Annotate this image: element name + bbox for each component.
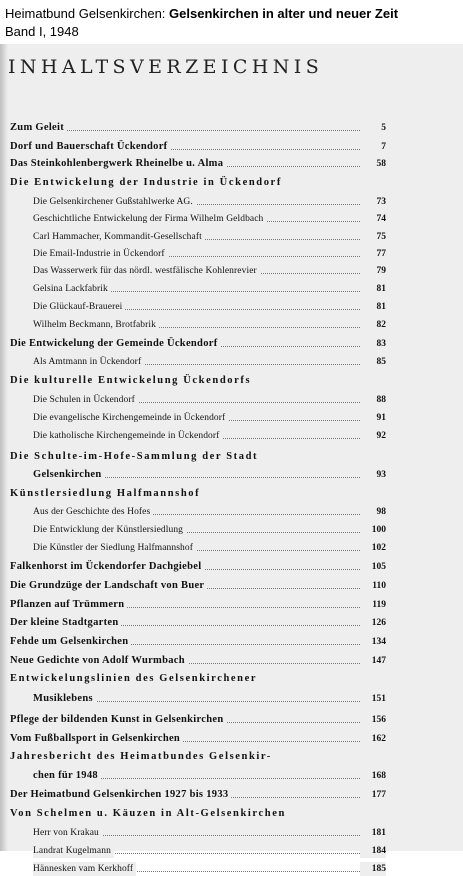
toc-entry-title: Die Schulen in Ückendorf	[33, 393, 138, 407]
toc-subentry	[33, 195, 386, 209]
caption-volume: Band I, 1948	[5, 24, 79, 39]
toc-page-number: 77	[360, 247, 386, 261]
toc-subentry	[33, 692, 386, 706]
toc-entry-title: Die katholische Kirchengemeinde in Ückendorf	[33, 429, 222, 443]
toc-entry-title: Vom Fußballsport in Gelsenkirchen	[10, 732, 183, 746]
toc-page-number: 110	[360, 579, 386, 593]
toc-page-number: 181	[360, 826, 386, 840]
toc-page-number: 83	[360, 337, 386, 351]
toc-page-number: 82	[360, 318, 386, 332]
toc-entry	[10, 750, 386, 764]
toc-entry	[10, 654, 386, 668]
toc-entry	[10, 672, 386, 686]
toc-entry-title: Die Künstler der Siedlung Halfmannshof	[33, 541, 196, 555]
toc-entry	[10, 450, 386, 464]
toc-subentry	[33, 247, 386, 261]
toc-entry	[10, 598, 386, 612]
toc-page-number: 74	[360, 212, 386, 226]
toc-page-number: 93	[360, 468, 386, 482]
toc-entry-title: Die evangelische Kirchengemeinde in Ückendorf	[33, 411, 228, 425]
toc-entry-title: Pflege der bildenden Kunst in Gelsenkirchen	[10, 713, 227, 727]
toc-entry	[10, 560, 386, 574]
toc-entry	[10, 176, 386, 190]
toc-entry-title: Jahresbericht des Heimatbundes Gelsenkir-	[10, 750, 275, 764]
toc-subentry	[33, 505, 386, 519]
toc-entry-title: Von Schelmen u. Käuzen in Alt-Gelsenkirchen	[10, 807, 289, 821]
toc-subentry	[33, 468, 386, 482]
toc-page-number: 88	[360, 393, 386, 407]
toc-entry	[10, 157, 386, 171]
toc-entry	[10, 732, 386, 746]
document-caption	[0, 0, 463, 44]
toc-page-number: 58	[360, 157, 386, 171]
toc-subentry	[33, 230, 386, 244]
toc-entry-title: Fehde um Gelsenkirchen	[10, 635, 131, 649]
toc-entry-title: Die Schulte-im-Hofe-Sammlung der Stadt	[10, 450, 261, 464]
toc-entry-title: Dorf und Bauerschaft Ückendorf	[10, 140, 170, 154]
toc-page-number: 81	[360, 282, 386, 296]
toc-page-number: 168	[360, 769, 386, 783]
toc-entry-title: Die kulturelle Entwickelung Ückendorfs	[10, 374, 254, 388]
toc-page-number: 102	[360, 541, 386, 555]
toc-entry	[10, 807, 386, 821]
toc-page-number: 100	[360, 523, 386, 537]
toc-page-number: 91	[360, 411, 386, 425]
toc-page-number: 92	[360, 429, 386, 443]
toc-entry-title: Die Gelsenkirchener Gußstahlwerke AG.	[33, 195, 196, 209]
toc-subentry	[33, 282, 386, 296]
toc-subentry	[33, 300, 386, 314]
toc-page-number: 147	[360, 654, 386, 668]
toc-entry	[10, 337, 386, 351]
toc-entry-title: Entwickelungslinien des Gelsenkirchener	[10, 672, 260, 686]
toc-page-number: 151	[360, 692, 386, 706]
toc-entry-title: Aus der Geschichte des Hofes	[33, 505, 153, 519]
toc-subentry	[33, 429, 386, 443]
toc-entry-title: chen für 1948	[33, 769, 101, 783]
toc-page-number: 184	[360, 844, 386, 858]
caption-publisher: Heimatbund Gelsenkirchen:	[5, 6, 170, 21]
toc-entry-title: Die Entwickelung der Industrie in Ückendorf	[10, 176, 285, 190]
caption-book-title: Gelsenkirchen in alter und neuer Zeit	[169, 6, 399, 21]
toc-page-number: 98	[360, 505, 386, 519]
toc-subentry	[33, 318, 386, 332]
toc-subentry	[33, 844, 386, 858]
toc-subentry	[33, 355, 386, 369]
toc-page-number: 134	[360, 635, 386, 649]
toc-subentry	[33, 769, 386, 783]
toc-page-number: 79	[360, 264, 386, 278]
toc-entry-title: Die Grundzüge der Landschaft von Buer	[10, 579, 207, 593]
toc-entry	[10, 487, 386, 501]
toc-entry-title: Geschichtliche Entwickelung der Firma Wilhelm Geldbach	[33, 212, 266, 226]
toc-page-number: 75	[360, 230, 386, 244]
toc-entry-title: Hännesken vam Kerkhoff	[33, 862, 136, 876]
toc-subentry	[33, 826, 386, 840]
toc-entry-title: Neue Gedichte von Adolf Wurmbach	[10, 654, 188, 668]
toc-entry-title: Wilhelm Beckmann, Brotfabrik	[33, 318, 159, 332]
toc-entry-title: Als Amtmann in Ückendorf	[33, 355, 144, 369]
toc-entry-title: Die Entwickelung der Gemeinde Ückendorf	[10, 337, 221, 351]
toc-entry	[10, 140, 386, 154]
toc-page-number: 185	[360, 862, 386, 876]
toc-subentry	[33, 862, 386, 876]
toc-subentry	[33, 212, 386, 226]
toc-entry	[10, 121, 386, 135]
toc-entry-title: Die Glückauf-Brauerei	[33, 300, 125, 314]
toc-subentry	[33, 411, 386, 425]
toc-entry-title: Künstlersiedlung Halfmannshof	[10, 487, 203, 501]
toc-entry	[10, 374, 386, 388]
toc-entry-title: Herr von Krakau	[33, 826, 102, 840]
toc-entry-title: Der Heimatbund Gelsenkirchen 1927 bis 1933	[10, 788, 231, 802]
toc-entry-title: Landrat Kugelmann	[33, 844, 114, 858]
toc-page-number: 162	[360, 732, 386, 746]
toc-page-number: 81	[360, 300, 386, 314]
toc-entry	[10, 635, 386, 649]
toc-page-number: 156	[360, 713, 386, 727]
toc-entry	[10, 616, 386, 630]
toc-subentry	[33, 393, 386, 407]
toc-entry	[10, 579, 386, 593]
toc-page-number: 85	[360, 355, 386, 369]
toc-entry-title: Zum Geleit	[10, 121, 67, 135]
toc-page-number: 177	[360, 788, 386, 802]
toc-subentry	[33, 264, 386, 278]
toc-entry-title: Gelsenkirchen	[33, 468, 104, 482]
toc-entry-title: Der kleine Stadtgarten	[10, 616, 121, 630]
toc-entry-title: Pflanzen auf Trümmern	[10, 598, 127, 612]
toc-page-number: 73	[360, 195, 386, 209]
toc-entry-title: Die Email-Industrie in Ückendorf	[33, 247, 168, 261]
toc-page-number: 119	[360, 598, 386, 612]
toc-page-number: 105	[360, 560, 386, 574]
scanned-page	[0, 44, 463, 874]
toc-entry-title: Carl Hammacher, Kommandit-Gesellschaft	[33, 230, 205, 244]
toc-entry-title: Gelsina Lackfabrik	[33, 282, 111, 296]
toc-subentry	[33, 523, 386, 537]
toc-entry-title: Das Steinkohlenbergwerk Rheinelbe u. Alma	[10, 157, 226, 171]
toc-page-number: 7	[360, 140, 386, 154]
caption-line-1	[5, 6, 398, 22]
toc-entry-title: Das Wasserwerk für das nördl. westfälische Kohlenrevier	[33, 264, 260, 278]
toc-page-number: 126	[360, 616, 386, 630]
toc-entry-title: Musiklebens	[33, 692, 96, 706]
toc-subentry	[33, 541, 386, 555]
toc-list	[0, 44, 463, 874]
toc-page-number: 5	[360, 121, 386, 135]
toc-entry-title: Die Entwicklung der Künstlersiedlung	[33, 523, 186, 537]
toc-entry	[10, 713, 386, 727]
toc-entry	[10, 788, 386, 802]
toc-entry-title: Falkenhorst im Ückendorfer Dachgiebel	[10, 560, 204, 574]
toc-heading: INHALTSVERZEICHNIS	[8, 56, 324, 78]
